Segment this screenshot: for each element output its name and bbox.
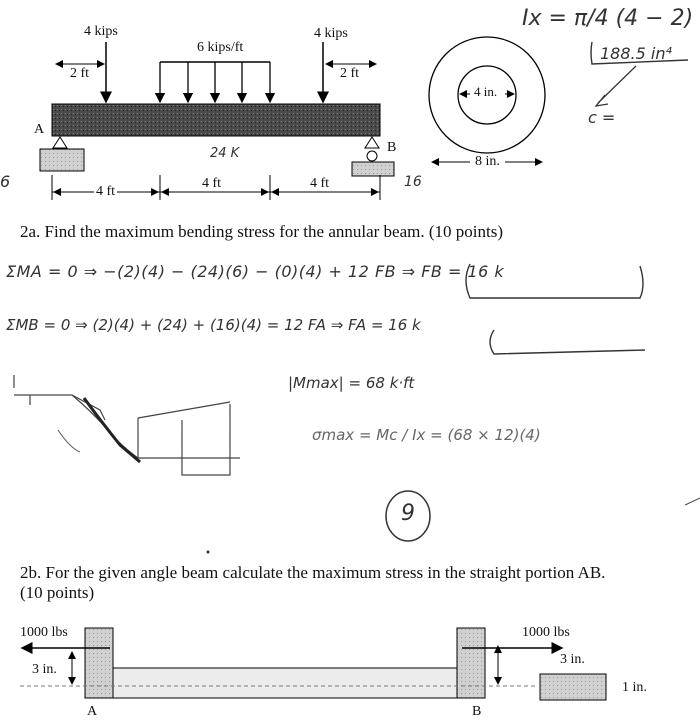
- distributed-load-arrows: [160, 62, 270, 102]
- left-dim-label: 2 ft: [70, 66, 90, 81]
- point-b-label: B: [472, 704, 482, 719]
- handwritten-fa-box: [490, 330, 645, 354]
- handwritten-mmax: |Mmax| = 68 k·ft: [288, 374, 415, 392]
- handwritten-ix-value: 188.5 in⁴: [600, 44, 672, 63]
- support-a-base: [40, 149, 84, 171]
- support-b-pin: [365, 137, 379, 148]
- support-a-label: A: [34, 122, 45, 137]
- question-2b-line1: 2b. For the given angle beam calculate the maximum stress in the straight portion AB.: [20, 563, 606, 582]
- force-left-label: 1000 lbs: [20, 625, 68, 640]
- question-2b-line2: (10 points): [20, 583, 95, 602]
- point-a-label: A: [87, 704, 98, 719]
- support-b-label: B: [387, 140, 397, 155]
- right-point-load-label: 4 kips: [314, 26, 348, 41]
- annulus-outer-label: 8 in.: [475, 154, 500, 169]
- handwritten-c: c =: [588, 108, 616, 127]
- section-thickness-label: 1 in.: [622, 680, 647, 695]
- handwritten-sum-ma: ΣMA = 0 ⇒ −(2)(4) − (24)(6) − (0)(4) + 12 FB ⇒ FB = 16 k: [6, 262, 505, 281]
- span-3-label: 4 ft: [310, 176, 330, 191]
- span-1-label: 4 ft: [96, 184, 116, 199]
- beam-body: [52, 104, 380, 136]
- handwritten-score: 9: [401, 501, 415, 526]
- section-width-label: 3 in.: [560, 652, 585, 667]
- handwritten-sigma: σmax = Mc / Ix = (68 × 12)(4): [312, 426, 541, 444]
- angle-beam-right-leg: [457, 628, 485, 698]
- question-2a: 2a. Find the maximum bending stress for the annular beam. (10 points): [20, 222, 503, 241]
- force-right-label: 1000 lbs: [522, 625, 570, 640]
- distributed-load-label: 6 kips/ft: [197, 40, 244, 55]
- handwritten-reaction-left: 6: [0, 172, 11, 191]
- angle-beam-straight-ab: [113, 668, 457, 698]
- handwritten-ix: Ix = π/4 (4 − 2): [522, 6, 694, 31]
- left-point-load-label: 4 kips: [84, 24, 118, 39]
- support-b-base: [352, 162, 394, 176]
- right-dim-label: 2 ft: [340, 66, 360, 81]
- angle-beam-left-leg: [85, 628, 113, 698]
- handwritten-shear-sketch: [14, 375, 240, 475]
- cross-section-rect: [540, 674, 606, 700]
- handwritten-distributed-total: 24 K: [210, 146, 240, 161]
- span-2-label: 4 ft: [202, 176, 222, 191]
- handwritten-sum-mb: ΣMB = 0 ⇒ (2)(4) + (24) + (16)(4) = 12 FA ⇒ FA = 16 k: [6, 316, 421, 334]
- support-a-pin: [53, 137, 67, 148]
- annulus-inner-label: 4 in.: [474, 84, 498, 99]
- handwritten-reaction-right: 16: [404, 174, 422, 190]
- height-label: 3 in.: [32, 662, 57, 677]
